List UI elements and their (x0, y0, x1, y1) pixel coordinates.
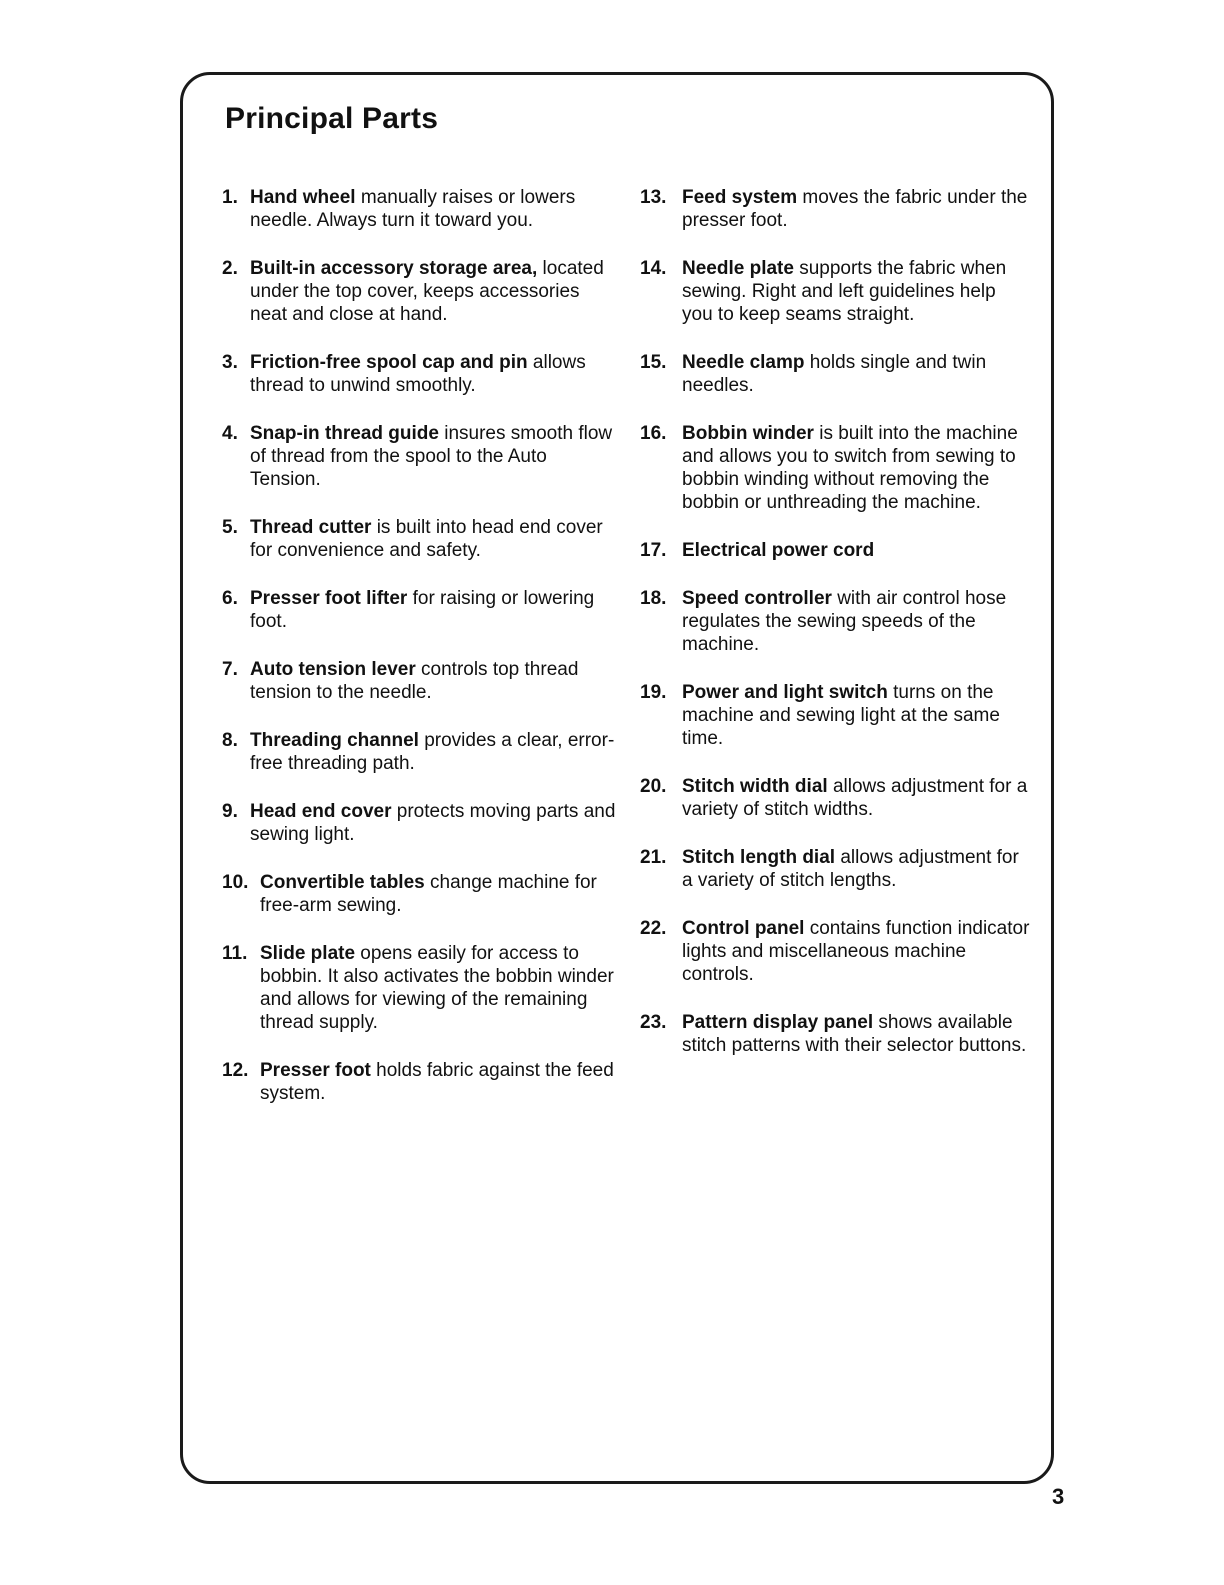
part-detail: controls top thread tension to the needle. (250, 659, 579, 703)
part-item-7 (222, 658, 617, 704)
part-detail: supports the fabric when sewing. Right and left guidelines help you to keep seams straight. (682, 258, 1007, 325)
part-number: 2. (222, 258, 238, 279)
part-detail: manually raises or lowers needle. Always turn it toward you. (250, 187, 576, 231)
part-description (250, 658, 617, 704)
part-number: 3. (222, 352, 238, 373)
part-description (682, 1011, 1030, 1057)
part-number: 4. (222, 423, 238, 444)
parts-list-right (640, 186, 1030, 1082)
part-term: Electrical power cord (682, 540, 875, 561)
part-detail: allows adjustment for a variety of stitch lengths. (682, 847, 1019, 891)
part-description (250, 587, 617, 633)
page-title: Principal Parts (225, 102, 439, 135)
part-term: Needle clamp (682, 352, 805, 373)
part-number: 15. (640, 352, 667, 373)
page-number: 3 (1052, 1484, 1065, 1509)
part-item-22 (640, 917, 1030, 986)
part-detail: is built into the machine and allows you to switch from sewing to bobbin winding without removing the bobbin or unthreading the machine. (682, 423, 1018, 513)
part-item-15 (640, 351, 1030, 397)
part-term: Head end cover (250, 801, 392, 822)
part-description (682, 186, 1030, 232)
part-item-17 (640, 539, 1030, 562)
part-term: Speed controller (682, 588, 832, 609)
part-number: 17. (640, 540, 667, 561)
part-number: 14. (640, 258, 667, 279)
part-description (250, 516, 617, 562)
part-item-14 (640, 257, 1030, 326)
part-description (682, 917, 1030, 986)
part-description (250, 351, 617, 397)
part-number: 9. (222, 801, 238, 822)
part-description (682, 846, 1030, 892)
part-item-16 (640, 422, 1030, 514)
part-number: 18. (640, 588, 667, 609)
part-number: 23. (640, 1012, 667, 1033)
part-description (682, 775, 1030, 821)
part-description (250, 257, 617, 326)
part-item-23 (640, 1011, 1030, 1057)
part-detail: turns on the machine and sewing light at the same time. (682, 682, 1000, 749)
part-term: Presser foot (260, 1060, 371, 1081)
part-number: 22. (640, 918, 667, 939)
part-number: 13. (640, 187, 667, 208)
part-detail: insures smooth flow of thread from the spool to the Auto Tension. (250, 423, 613, 490)
part-description (682, 681, 1030, 750)
part-item-5 (222, 516, 617, 562)
part-detail: allows thread to unwind smoothly. (250, 352, 586, 396)
part-term: Snap-in thread guide (250, 423, 439, 444)
part-term: Presser foot lifter (250, 588, 408, 609)
part-term: Threading channel (250, 730, 419, 751)
part-item-19 (640, 681, 1030, 750)
part-number: 19. (640, 682, 667, 703)
part-item-11 (222, 942, 617, 1034)
part-detail: holds single and twin needles. (682, 352, 987, 396)
part-detail: is built into head end cover for convenience and safety. (250, 517, 603, 561)
part-description (250, 186, 617, 232)
part-term: Stitch length dial (682, 847, 836, 868)
part-description (682, 422, 1030, 514)
part-detail: contains function indicator lights and miscellaneous machine controls. (682, 918, 1030, 985)
part-term: Built-in accessory storage area, (250, 258, 538, 279)
part-description (250, 729, 617, 775)
part-item-3 (222, 351, 617, 397)
part-description (682, 539, 1030, 562)
part-term: Friction-free spool cap and pin (250, 352, 528, 373)
part-term: Stitch width dial (682, 776, 828, 797)
part-term: Power and light switch (682, 682, 888, 703)
part-number: 10. (222, 872, 249, 893)
part-number: 5. (222, 517, 238, 538)
parts-list-left (222, 186, 617, 1130)
part-number: 21. (640, 847, 667, 868)
part-detail: located under the top cover, keeps accessories neat and close at hand. (250, 258, 604, 325)
part-item-18 (640, 587, 1030, 656)
part-item-9 (222, 800, 617, 846)
part-term: Hand wheel (250, 187, 356, 208)
part-description (250, 422, 617, 491)
part-term: Feed system (682, 187, 798, 208)
part-detail: provides a clear, error-free threading path. (250, 730, 615, 774)
part-number: 20. (640, 776, 667, 797)
part-description (682, 587, 1030, 656)
part-detail: with air control hose regulates the sewing speeds of the machine. (682, 588, 1007, 655)
part-description (682, 351, 1030, 397)
part-description (250, 800, 617, 846)
part-description (682, 257, 1030, 326)
part-detail: protects moving parts and sewing light. (250, 801, 616, 845)
part-item-13 (640, 186, 1030, 232)
part-number: 1. (222, 187, 238, 208)
part-detail: for raising or lowering foot. (250, 588, 595, 632)
part-number: 7. (222, 659, 238, 680)
part-detail: shows available stitch patterns with their selector buttons. (682, 1012, 1027, 1056)
part-detail: moves the fabric under the presser foot. (682, 187, 1028, 231)
part-item-21 (640, 846, 1030, 892)
part-term: Control panel (682, 918, 805, 939)
part-detail: opens easily for access to bobbin. It also activates the bobbin winder and allows for viewing of the remaining thread supply. (260, 943, 614, 1033)
part-detail: holds fabric against the feed system. (260, 1060, 614, 1104)
part-term: Slide plate (260, 943, 356, 964)
part-number: 8. (222, 730, 238, 751)
part-item-10 (222, 871, 617, 917)
part-description (260, 1059, 617, 1105)
part-item-2 (222, 257, 617, 326)
part-item-12 (222, 1059, 617, 1105)
part-description (260, 942, 617, 1034)
part-number: 12. (222, 1060, 249, 1081)
part-term: Bobbin winder (682, 423, 814, 444)
part-term: Auto tension lever (250, 659, 416, 680)
part-number: 11. (222, 943, 248, 964)
part-description (260, 871, 617, 917)
part-number: 16. (640, 423, 667, 444)
part-term: Pattern display panel (682, 1012, 874, 1033)
part-item-20 (640, 775, 1030, 821)
part-item-4 (222, 422, 617, 491)
part-detail: change machine for free-arm sewing. (260, 872, 597, 916)
part-term: Convertible tables (260, 872, 425, 893)
part-detail: allows adjustment for a variety of stitch widths. (682, 776, 1028, 820)
part-item-6 (222, 587, 617, 633)
part-item-1 (222, 186, 617, 232)
part-number: 6. (222, 588, 238, 609)
part-term: Needle plate (682, 258, 794, 279)
part-item-8 (222, 729, 617, 775)
part-term: Thread cutter (250, 517, 372, 538)
